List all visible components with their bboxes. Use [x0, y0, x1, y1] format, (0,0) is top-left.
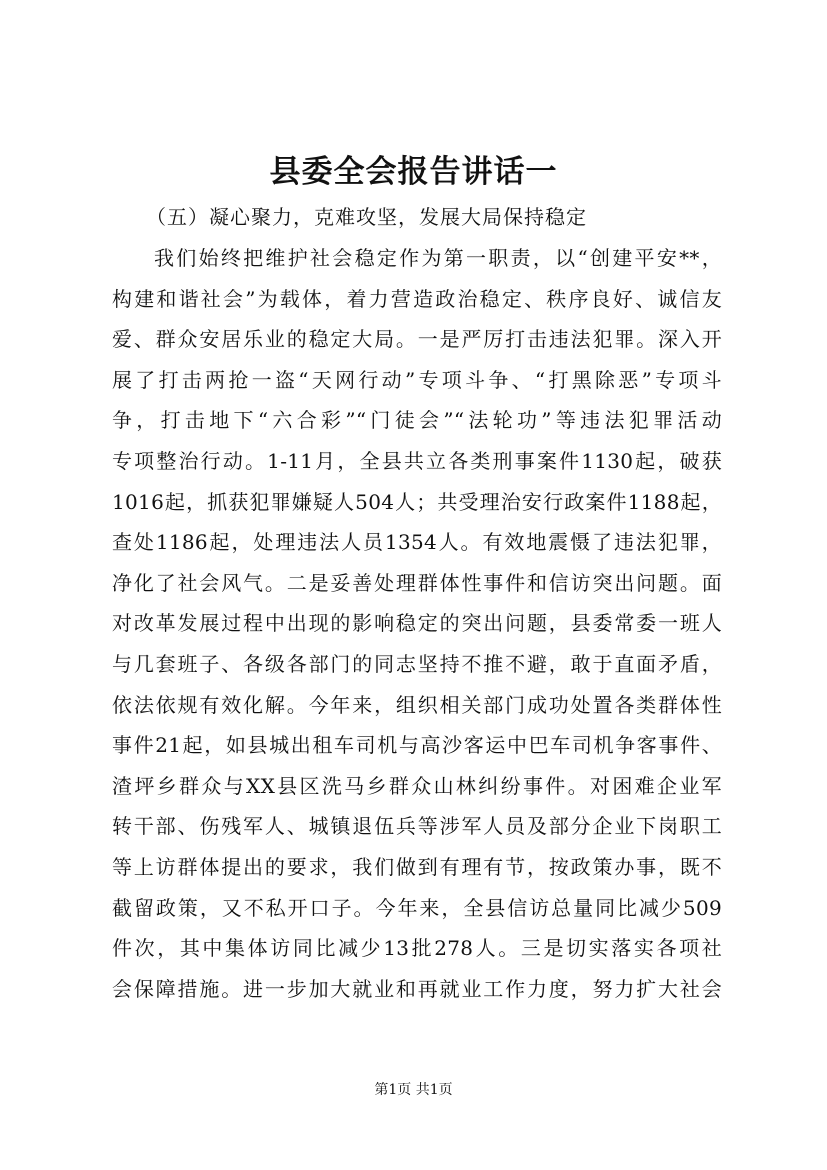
body-line: 转干部、伤残军人、城镇退伍兵等涉军人员及部分企业下岗职工	[112, 814, 722, 839]
body-line: 事件21起，如县城出租车司机与高沙客运中巴车司机争客事件、	[112, 733, 722, 758]
document-title: 县委全会报告讲话一	[269, 154, 558, 190]
body-line: 专项整治行动。1-11月，全县共立各类刑事案件1130起，破获	[112, 448, 722, 473]
section-heading: （五）凝心聚力，克难攻坚，发展大局保持稳定	[146, 205, 587, 229]
body-line: 等上访群体提出的要求，我们做到有理有节，按政策办事，既不	[112, 854, 722, 879]
body-line: 净化了社会风气。二是妥善处理群体性事件和信访突出问题。面	[112, 570, 722, 595]
body-line: 截留政策，又不私开口子。今年来，全县信访总量同比减少509	[112, 895, 722, 920]
body-line: 构建和谐社会”为载体，着力营造政治稳定、秩序良好、诚信友	[112, 286, 722, 311]
body-line: 与几套班子、各级各部门的同志坚持不推不避，敢于直面矛盾，	[112, 651, 722, 676]
body-line: 查处1186起，处理违法人员1354人。有效地震慑了违法犯罪，	[112, 530, 722, 555]
body-line: 我们始终把维护社会稳定作为第一职责，以“创建平安**，	[154, 246, 722, 270]
body-line: 展了打击两抢一盗“天网行动”专项斗争、“打黑除恶”专项斗	[112, 367, 722, 392]
body-line: 爱、群众安居乐业的稳定大局。一是严厉打击违法犯罪。深入开	[112, 327, 722, 352]
body-line: 争，打击地下“六合彩”“门徒会”“法轮功”等违法犯罪活动	[112, 408, 722, 433]
body-text	[112, 238, 722, 1009]
body-line: 件次，其中集体访同比减少13批278人。三是切实落实各项社	[112, 936, 722, 961]
body-line: 依法依规有效化解。今年来，组织相关部门成功处置各类群体性	[112, 692, 722, 717]
page-footer: 第1页 共1页	[374, 1082, 453, 1098]
body-line: 渣坪乡群众与XX县区洗马乡群众山林纠纷事件。对困难企业军	[112, 773, 722, 798]
body-line: 会保障措施。进一步加大就业和再就业工作力度，努力扩大社会	[112, 976, 722, 1001]
body-line: 对改革发展过程中出现的影响稳定的突出问题，县委常委一班人	[112, 611, 722, 636]
body-line: 1016起，抓获犯罪嫌疑人504人；共受理治安行政案件1188起，	[112, 489, 722, 514]
